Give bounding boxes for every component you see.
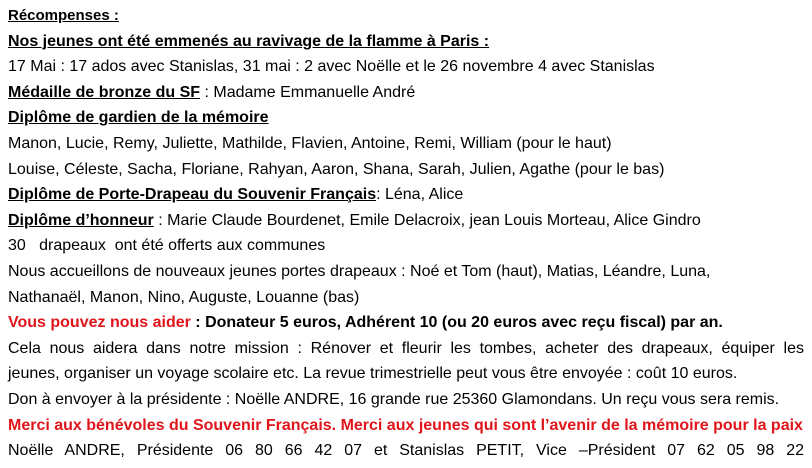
- medaille-value: : Madame Emmanuelle André: [200, 83, 416, 101]
- aider-line: [8, 310, 804, 336]
- gardien-haut: Manon, Lucie, Remy, Juliette, Mathilde, Flavien, Antoine, Remi, William (pour le haut): [8, 134, 612, 152]
- nouveaux-line-1: Nous accueillons de nouveaux jeunes portes drapeaux : Noé et Tom (haut), Matias, Léandre, Luna,: [8, 262, 711, 280]
- medaille-line: [8, 80, 804, 106]
- mission-line-1: Cela nous aidera dans notre mission : Rénover et fleurir les tombes, acheter des drapeaux, équiper les: [8, 339, 804, 357]
- contacts-line: Noëlle ANDRE, Présidente 06 80 66 42 07 et Stanislas PETIT, Vice –Président 07 62 05 98 22: [8, 442, 804, 460]
- medaille-label: Médaille de bronze du SF: [8, 83, 201, 101]
- flamme-details: 17 Mai : 17 ados avec Stanislas, 31 mai : 2 avec Noëlle et le 26 novembre 4 avec Stanislas: [8, 58, 655, 76]
- aider-label: Vous pouvez nous aider: [8, 314, 191, 332]
- drapeaux-line: 30 drapeaux ont été offerts aux communes: [8, 237, 326, 255]
- don-line: Don à envoyer à la présidente : Noëlle ANDRE, 16 grande rue 25360 Glamondans. Un reçu vous sera remis.: [8, 390, 780, 408]
- mission-line-2: jeunes, organiser un voyage scolaire etc. La revue trimestrielle peut vous être envoyée : coût 10 euros.: [8, 365, 738, 383]
- aider-value: : Donateur 5 euros, Adhérent 10 (ou 20 euros avec reçu fiscal) par an.: [190, 314, 723, 332]
- gardien-heading: Diplôme de gardien de la mémoire: [8, 109, 269, 127]
- gardien-bas: Louise, Céleste, Sacha, Floriane, Rahyan, Aaron, Shana, Sarah, Julien, Agathe (pour le bas): [8, 160, 665, 178]
- porte-drapeau-value: : Léna, Alice: [376, 186, 464, 204]
- porte-drapeau-line: [8, 182, 804, 208]
- honneur-label: Diplôme d’honneur: [8, 211, 154, 229]
- merci-line: Merci aux bénévoles du Souvenir Français. Merci aux jeunes qui sont l’avenir de la mémoire pour la paix: [8, 416, 803, 434]
- porte-drapeau-label: Diplôme de Porte-Drapeau du Souvenir Français: [8, 186, 377, 204]
- section-heading: Récompenses :: [8, 7, 119, 24]
- flamme-heading: Nos jeunes ont été emmenés au ravivage de la flamme à Paris :: [8, 32, 490, 50]
- nouveaux-line-2: Nathanaël, Manon, Nino, Auguste, Louanne (bas): [8, 288, 360, 306]
- honneur-value: : Marie Claude Bourdenet, Emile Delacroix, jean Louis Morteau, Alice Gindro: [153, 211, 701, 229]
- honneur-line: [8, 208, 804, 234]
